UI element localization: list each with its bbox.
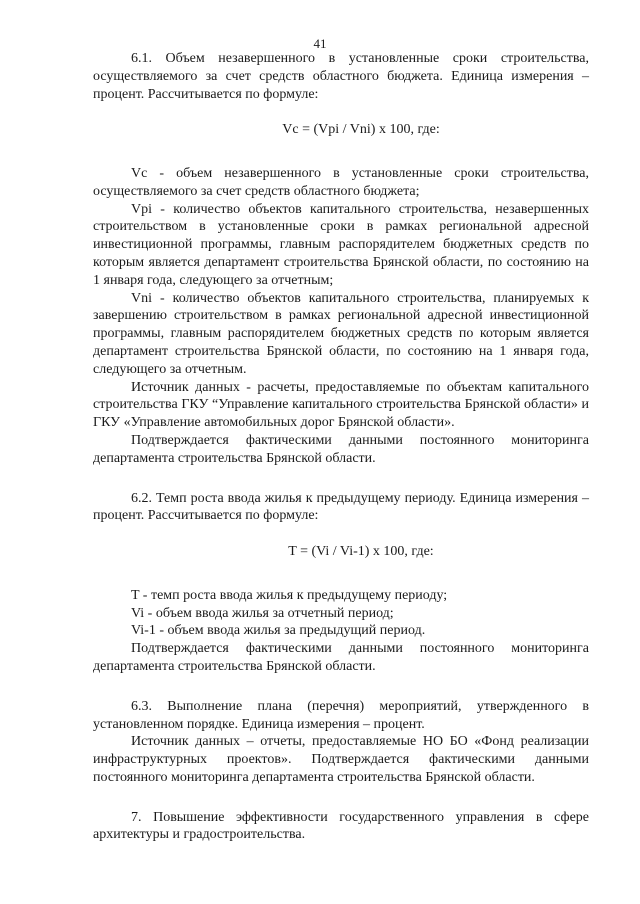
document-body [93,50,589,844]
definition-vi-1: Vi-1 - объем ввода жилья за предыдущий период. [131,623,426,639]
data-source-6-3: Источник данных – отчеты, предоставляемые НО БО «Фонд реализации инфраструктурных проектов». Подтверждается фактическими данными постоянного мониторинга департамента строительства Брянской области. [93,734,589,785]
definition-vi: Vi - объем ввода жилья за отчетный период; [131,605,394,621]
definition-vc: Vc - объем незавершенного в установленные сроки строительства, осуществляемого за счет средств областного бюджета; [93,165,589,199]
section-6-3-heading: 6.3. Выполнение плана (перечня) мероприятий, утвержденного в установленном порядке. Единица измерения – процент. [93,698,589,732]
section-6-1-heading: 6.1. Объем незавершенного в установленные сроки строительства, осуществляемого за счет средств областного бюджета. Единица измерения – процент. Рассчитывается по формуле: [93,51,589,102]
formula-t: T = (Vi / Vi-1) x 100, где: [288,543,434,559]
section-6-2-heading: 6.2. Темп роста ввода жилья к предыдущему периоду. Единица измерения – процент. Рассчитывается по формуле: [93,490,589,524]
confirmation-6-1: Подтверждается фактическими данными постоянного мониторинга департамента строительства Брянской области. [93,432,589,466]
page-number: 41 [313,36,327,51]
data-source-6-1: Источник данных - расчеты, предоставляемые по объектам капитального строительства ГКУ “Управление капитального строительства Брянской области» и ГКУ «Управление автомобильных дорог Брянской области». [93,379,589,431]
definition-t: T - темп роста ввода жилья к предыдущему периоду; [131,587,448,603]
definition-vpi: Vpi - количество объектов капитального строительства, незавершенных строительством в установленные сроки в рамках региональной адресной инвестиционной программы, главным распорядителем бюджетных средств по которым является департамент строительства Брянской области, по состоянию на 1 января года, следующего за отчетным; [93,201,589,288]
definition-vni: Vni - количество объектов капитального строительства, планируемых к завершению строительством в рамках региональной адресной инвестиционной программы, главным распорядителем бюджетных средств по которым является департамент строительства Брянской области, по состоянию на 1 января года, следующего за отчетным. [93,290,589,377]
confirmation-6-2: Подтверждается фактическими данными постоянного мониторинга департамента строительства Брянской области. [93,641,589,674]
section-7-heading: 7. Повышение эффективности государственного управления в сфере архитектуры и градостроительства. [93,809,589,843]
formula-vc: Vc = (Vpi / Vni) x 100, где: [282,122,440,138]
